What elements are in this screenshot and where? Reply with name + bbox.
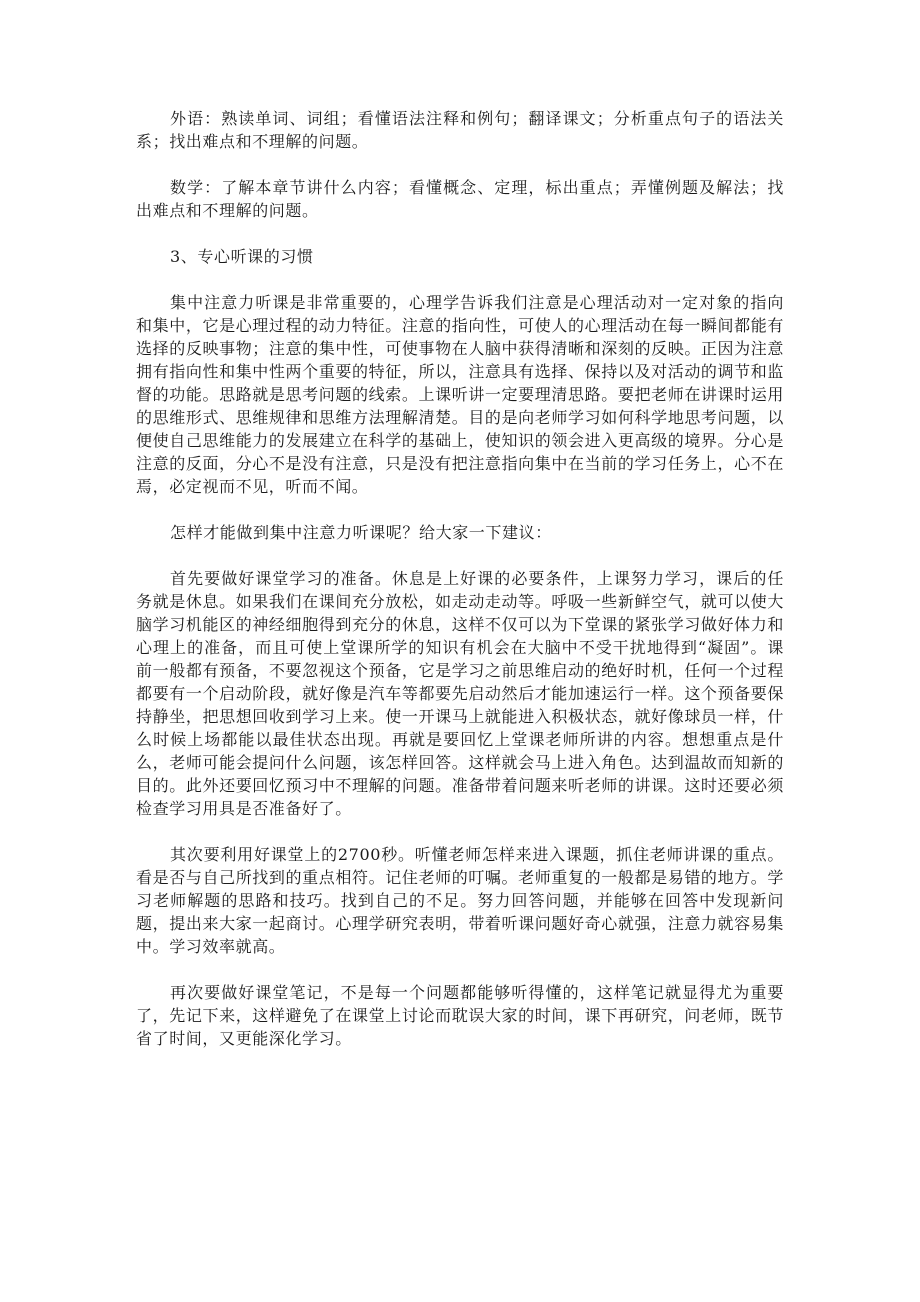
paragraph-preparation: 首先要做好课堂学习的准备。休息是上好课的必要条件，上课努力学习，课后的任务就是休息。如果我们在课间充分放松，如走动走动等。呼吸一些新鲜空气，就可以使大脑学习机能区的神经细胞得到充分的休息，这样不仅可以为下堂课的紧张学习做好体力和心理上的准备，而且可使上堂课所学的知识有机会在大脑中不受干扰地得到“凝固”。课前一般都有预备，不要忽视这个预备，它是学习之前思维启动的绝好时机，任何一个过程都要有一个启动阶段，就好像是汽车等都要先启动然后才能加速运行一样。这个预备要保持静坐，把思想回收到学习上来。使一开课马上就能进入积极状态，就好像球员一样，什么时候上场都能以最佳状态出现。再就是要回忆上堂课老师所讲的内容。想想重点是什么，老师可能会提问什么问题，该怎样回答。这样就会马上进入角色。达到温故而知新的目的。此外还要回忆预习中不理解的问题。准备带着问题来听老师的讲课。这时还要必须检查学习用具是否准备好了。 <box>136 569 784 818</box>
paragraph-use-class-time: 其次要利用好课堂上的2700秒。听懂老师怎样来进入课题，抓住老师讲课的重点。看是否与自己所找到的重点相符。记住老师的叮嘱。老师重复的一般都是易错的地方。学习老师解题的思路和技巧。找到自己的不足。努力回答问题，并能够在回答中发现新问题，提出来大家一起商讨。心理学研究表明，带着听课问题好奇心就强，注意力就容易集中。学习效率就高。 <box>136 845 784 956</box>
paragraph-foreign-language: 外语：熟读单词、词组；看懂语法注释和例句；翻译课文；分析重点句子的语法关系；找出难点和不理解的问题。 <box>136 109 784 151</box>
paragraph-how-to-focus: 怎样才能做到集中注意力听课呢？给大家一下建议： <box>170 523 552 542</box>
document-body <box>136 107 784 1073</box>
paragraph-notes: 再次要做好课堂笔记，不是每一个问题都能够听得懂的，这样笔记就显得尤为重要了，先记下来，这样避免了在课堂上讨论而耽误大家的时间，课下再研究，问老师，既节省了时间，又更能深化学习。 <box>136 983 784 1048</box>
section-heading-listening: 3、专心听课的习惯 <box>170 247 314 266</box>
paragraph-attention: 集中注意力听课是非常重要的，心理学告诉我们注意是心理活动对一定对象的指向和集中，它是心理过程的动力特征。注意的指向性，可使人的心理活动在每一瞬间都能有选择的反映事物；注意的集中性，可使事物在人脑中获得清晰和深刻的反映。正因为注意拥有指向性和集中性两个重要的特征，所以，注意具有选择、保持以及对活动的调节和监督的功能。思路就是思考问题的线索。上课听讲一定要理清思路。要把老师在讲课时运用的思维形式、思维规律和思维方法理解清楚。目的是向老师学习如何科学地思考问题，以便使自己思维能力的发展建立在科学的基础上，使知识的领会进入更高级的境界。分心是注意的反面，分心不是没有注意，只是没有把注意指向集中在当前的学习任务上，心不在焉，必定视而不见，听而不闻。 <box>136 293 784 496</box>
paragraph-math: 数学：了解本章节讲什么内容；看懂概念、定理，标出重点；弄懂例题及解法；找出难点和不理解的问题。 <box>136 178 784 220</box>
